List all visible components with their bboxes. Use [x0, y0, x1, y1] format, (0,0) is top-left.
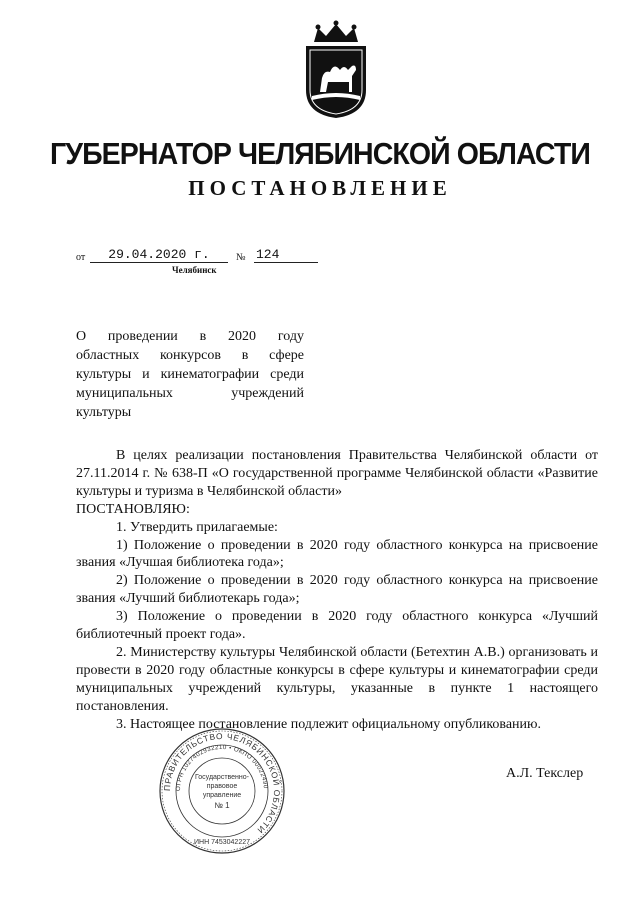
item-2: 2. Министерству культуры Челябинской области (Бетехтин А.В.) организовать и провести в 2020 году областные конкурсы в сфере культуры и кинематографии среди муниципальных учреждений культуры, указанные в пункте 1 настоящего постановления.	[76, 644, 598, 714]
number-prefix: №	[236, 252, 246, 263]
subject-line: культуры и кинематографии среди	[76, 367, 304, 382]
item-3: 3. Настоящее постановление подлежит официальному опубликованию.	[116, 716, 541, 732]
stamp-center-line: № 1	[214, 801, 230, 810]
stamp-center-line: Государственно-	[194, 774, 250, 781]
stamp-outer-text: ПРАВИТЕЛЬСТВО ЧЕЛЯБИНСКОЙ ОБЛАСТИ	[161, 730, 283, 836]
subject-line: областных конкурсов в сфере	[76, 348, 304, 363]
stamp-inn: ИНН 7453042227	[193, 839, 251, 846]
item-1: 1. Утвердить прилагаемые:	[116, 519, 278, 535]
city-label: Челябинск	[172, 265, 217, 275]
document-number: 124	[254, 247, 318, 263]
stamp-center-line: правовое	[206, 783, 238, 790]
signatory-name: А.Л. Текслер	[506, 766, 584, 781]
coat-of-arms-icon	[296, 20, 376, 120]
document-body	[76, 447, 598, 734]
stamp-inner-text: ОГРН 1027402932210 • ОКПО 00022490	[174, 743, 269, 792]
preamble-paragraph: В целях реализации постановления Правительства Челябинской области от 27.11.2014 г. № 638-П «О государственной программе Челябинской области «Развитие культуры и туризма в Челябинской области»	[76, 448, 598, 499]
subject-line: О проведении в 2020 году	[76, 329, 304, 344]
subject-line: муниципальных учреждений	[76, 386, 304, 401]
item-1-1: 1) Положение о проведении в 2020 году областного конкурса на присвоение звания «Лучшая библиотека года»;	[76, 537, 598, 571]
item-1-3: 3) Положение о проведении в 2020 году областного конкурса «Лучший библиотечный проект года».	[76, 609, 598, 643]
official-stamp	[158, 727, 286, 855]
document-title: ГУБЕРНАТОР ЧЕЛЯБИНСКОЙ ОБЛАСТИ	[50, 136, 590, 171]
decree-word: ПОСТАНОВЛЯЮ:	[76, 501, 190, 517]
document-date: 29.04.2020 г.	[90, 247, 228, 263]
document-subject	[76, 327, 304, 422]
subject-line: культуры	[76, 405, 132, 420]
item-1-2: 2) Положение о проведении в 2020 году областного конкурса на присвоение звания «Лучший библиотекарь года»;	[76, 573, 598, 607]
document-type: ПОСТАНОВЛЕНИЕ	[188, 176, 452, 200]
date-prefix: от	[76, 252, 86, 263]
stamp-center-line: управление	[202, 792, 242, 799]
